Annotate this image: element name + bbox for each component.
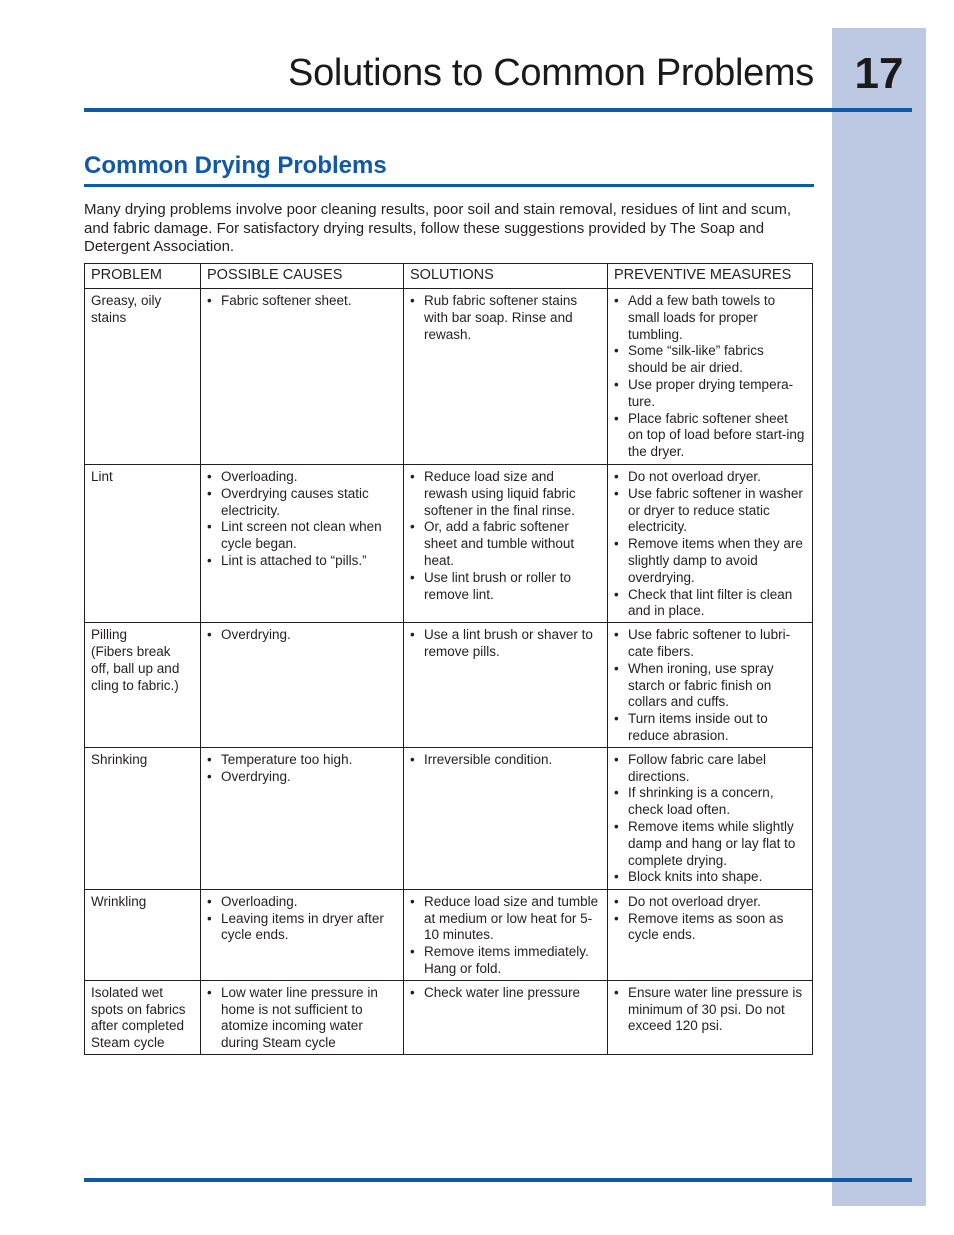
solutions-list	[410, 752, 601, 769]
problem-cell: Greasy, oily stains	[85, 289, 201, 465]
list-item: • Overdrying.	[207, 627, 397, 644]
causes-list	[207, 627, 397, 644]
list-item: • Check water line pressure	[410, 985, 601, 1002]
preventive-cell	[608, 465, 813, 623]
table-header-row	[85, 264, 813, 289]
header-rule	[84, 108, 912, 112]
solutions-cell	[404, 289, 608, 465]
table-row	[85, 623, 813, 748]
footer-rule	[84, 1178, 912, 1182]
table-row	[85, 747, 813, 889]
list-item: • Remove items as soon as cycle ends.	[614, 911, 806, 945]
solutions-list	[410, 469, 601, 603]
table-row	[85, 289, 813, 465]
causes-list	[207, 752, 397, 786]
preventive-list	[614, 752, 806, 886]
causes-cell	[201, 747, 404, 889]
list-item: • Some “silk-like” fabrics should be air dried.	[614, 343, 806, 377]
causes-list	[207, 985, 397, 1052]
causes-cell	[201, 465, 404, 623]
page-title: Solutions to Common Problems	[288, 52, 814, 94]
preventive-list	[614, 469, 806, 620]
list-item: • Reduce load size and rewash using liquid fabric softener in the final rinse.	[410, 469, 601, 519]
list-item: • Fabric softener sheet.	[207, 293, 397, 310]
solutions-list	[410, 293, 601, 343]
list-item: • Use lint brush or roller to remove lint.	[410, 570, 601, 604]
solutions-cell	[404, 465, 608, 623]
preventive-cell	[608, 747, 813, 889]
preventive-list	[614, 627, 806, 745]
table-row	[85, 889, 813, 980]
problem-cell: Lint	[85, 465, 201, 623]
list-item: • Do not overload dryer.	[614, 469, 806, 486]
list-item: • Remove items while slightly damp and hang or lay flat to complete drying.	[614, 819, 806, 869]
list-item: • Lint screen not clean when cycle began.	[207, 519, 397, 553]
causes-cell	[201, 623, 404, 748]
list-item: • Or, add a fabric softener sheet and tumble without heat.	[410, 519, 601, 569]
page-number: 17	[854, 49, 904, 98]
list-item: • When ironing, use spray starch or fabric finish on collars and cuffs.	[614, 661, 806, 711]
table-row	[85, 980, 813, 1054]
list-item: • Use fabric softener in washer or dryer to reduce static electricity.	[614, 486, 806, 536]
solutions-cell	[404, 747, 608, 889]
solutions-cell	[404, 980, 608, 1054]
preventive-cell	[608, 980, 813, 1054]
list-item: • Temperature too high.	[207, 752, 397, 769]
list-item: • Do not overload dryer.	[614, 894, 806, 911]
list-item: • Reduce load size and tumble at medium or low heat for 5-10 minutes.	[410, 894, 601, 944]
problem-cell: Isolated wet spots on fabrics after completed Steam cycle	[85, 980, 201, 1054]
table-body	[85, 289, 813, 1055]
list-item: • Remove items when they are slightly damp to avoid overdrying.	[614, 536, 806, 586]
list-item: • Use a lint brush or shaver to remove pills.	[410, 627, 601, 661]
list-item: • Overdrying causes static electricity.	[207, 486, 397, 520]
preventive-cell	[608, 289, 813, 465]
header-possible-causes: POSSIBLE CAUSES	[201, 264, 404, 289]
solutions-cell	[404, 623, 608, 748]
preventive-cell	[608, 889, 813, 980]
preventive-cell	[608, 623, 813, 748]
solutions-list	[410, 894, 601, 978]
list-item: • Overdrying.	[207, 769, 397, 786]
list-item: • Use fabric softener to lubri-cate fibers.	[614, 627, 806, 661]
solutions-list	[410, 985, 601, 1002]
list-item: • Remove items immediately. Hang or fold.	[410, 944, 601, 978]
causes-list	[207, 293, 397, 310]
list-item: • Turn items inside out to reduce abrasion.	[614, 711, 806, 745]
table-row	[85, 465, 813, 623]
solutions-cell	[404, 889, 608, 980]
causes-cell	[201, 289, 404, 465]
list-item: • Rub fabric softener stains with bar soap. Rinse and rewash.	[410, 293, 601, 343]
causes-cell	[201, 980, 404, 1054]
drying-problems-table	[84, 263, 813, 1055]
solutions-list	[410, 627, 601, 661]
list-item: • If shrinking is a concern, check load often.	[614, 785, 806, 819]
section-rule	[84, 184, 814, 187]
list-item: • Add a few bath towels to small loads for proper tumbling.	[614, 293, 806, 343]
problem-cell: Wrinkling	[85, 889, 201, 980]
intro-paragraph: Many drying problems involve poor cleaning results, poor soil and stain removal, residues of lint and scum, and fabric damage. For satisfactory drying results, follow these suggestions provided by The Soap and Detergent Association.	[84, 201, 792, 255]
list-item: • Overloading.	[207, 894, 397, 911]
side-tab-band	[832, 28, 926, 1206]
problem-cell: Pilling (Fibers break off, ball up and cling to fabric.)	[85, 623, 201, 748]
preventive-list	[614, 293, 806, 461]
list-item: • Place fabric softener sheet on top of load before start-ing the dryer.	[614, 411, 806, 461]
list-item: • Follow fabric care label directions.	[614, 752, 806, 786]
list-item: • Check that lint filter is clean and in place.	[614, 587, 806, 621]
list-item: • Use proper drying tempera-ture.	[614, 377, 806, 411]
list-item: • Irreversible condition.	[410, 752, 601, 769]
header-problem: PROBLEM	[85, 264, 201, 289]
preventive-list	[614, 985, 806, 1035]
list-item: • Block knits into shape.	[614, 869, 806, 886]
causes-cell	[201, 889, 404, 980]
list-item: • Lint is attached to “pills.”	[207, 553, 397, 570]
header-solutions: SOLUTIONS	[404, 264, 608, 289]
section-title: Common Drying Problems	[84, 152, 387, 179]
causes-list	[207, 894, 397, 944]
header-preventive-measures: PREVENTIVE MEASURES	[608, 264, 813, 289]
list-item: • Ensure water line pressure is minimum of 30 psi. Do not exceed 120 psi.	[614, 985, 806, 1035]
problem-cell: Shrinking	[85, 747, 201, 889]
list-item: • Low water line pressure in home is not sufficient to atomize incoming water during Steam cycle	[207, 985, 397, 1052]
causes-list	[207, 469, 397, 570]
list-item: • Overloading.	[207, 469, 397, 486]
preventive-list	[614, 894, 806, 944]
list-item: • Leaving items in dryer after cycle ends.	[207, 911, 397, 945]
